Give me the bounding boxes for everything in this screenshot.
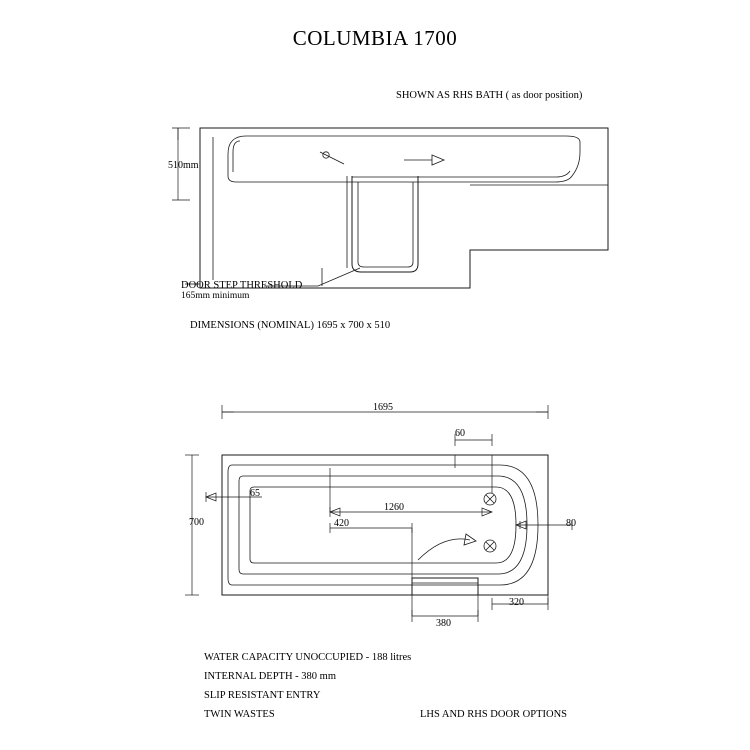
plan-dim-420: 420 bbox=[334, 518, 349, 529]
plan-dim-60: 60 bbox=[455, 428, 465, 439]
spec-twin-wastes: TWIN WASTES bbox=[204, 709, 275, 720]
spec-water-capacity: WATER CAPACITY UNOCCUPIED - 188 litres bbox=[204, 652, 412, 663]
door-step-threshold-value: 165mm minimum bbox=[181, 291, 250, 301]
height-dimension-510: 510mm bbox=[168, 160, 199, 171]
plan-dim-65: 65 bbox=[250, 488, 260, 499]
plan-dim-700: 700 bbox=[189, 517, 204, 528]
rhs-note: SHOWN AS RHS BATH ( as door position) bbox=[396, 90, 583, 101]
spec-door-options: LHS AND RHS DOOR OPTIONS bbox=[420, 709, 568, 720]
plan-dim-320: 320 bbox=[509, 597, 524, 608]
spec-slip-resistant: SLIP RESISTANT ENTRY bbox=[204, 690, 321, 701]
spec-internal-depth: INTERNAL DEPTH - 380 mm bbox=[204, 671, 337, 682]
nominal-dimensions-label: DIMENSIONS (NOMINAL) 1695 x 700 x 510 bbox=[190, 320, 391, 331]
plan-dim-80: 80 bbox=[566, 518, 576, 529]
plan-dim-380: 380 bbox=[436, 618, 451, 629]
door-step-threshold-label: DOOR STEP THRESHOLD bbox=[181, 280, 303, 291]
page-title: COLUMBIA 1700 bbox=[292, 26, 458, 50]
plan-dim-1260: 1260 bbox=[384, 502, 404, 513]
plan-dim-1695: 1695 bbox=[373, 402, 393, 413]
